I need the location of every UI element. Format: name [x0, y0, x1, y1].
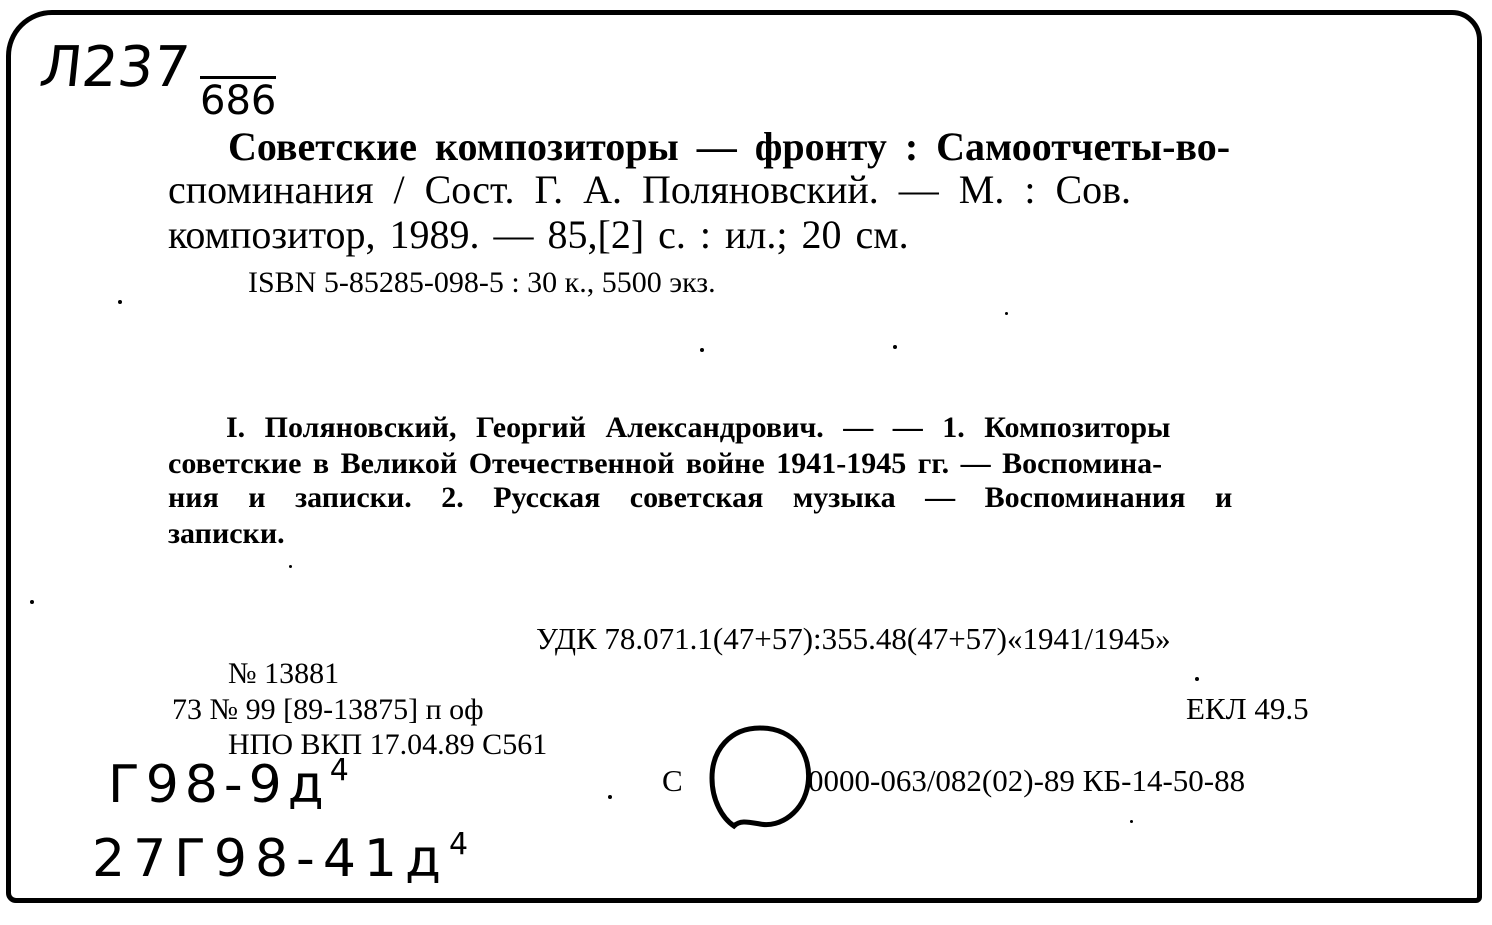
handwritten-shelfmark-sub: 686 — [200, 78, 277, 124]
handwritten-note-1-sup: 4 — [329, 753, 355, 788]
handwritten-note-2 — [92, 827, 477, 889]
scan-speck — [1195, 677, 1199, 681]
card-number: № 13881 — [228, 657, 340, 690]
scan-speck — [1005, 312, 1008, 315]
isbn-line: ISBN 5-85285-098-5 : 30 к., 5500 экз. — [248, 266, 716, 299]
subject-line-4: записки. — [168, 517, 285, 550]
scan-speck — [893, 345, 897, 349]
code-prefix: С — [662, 763, 683, 798]
udk-line: УДК 78.071.1(47+57):355.48(47+57)«1941/1945» — [536, 621, 1171, 656]
handwritten-note-2-sup: 4 — [448, 827, 477, 862]
scan-speck — [700, 348, 704, 352]
title-line-3: композитор, 1989. — 85,[2] с. : ил.; 20 см. — [168, 212, 909, 257]
order-line: 73 № 99 [89-13875] п оф — [172, 693, 484, 726]
npo-line: НПО ВКП 17.04.89 С561 — [228, 728, 548, 761]
scan-speck — [289, 565, 292, 568]
scan-speck — [608, 795, 612, 799]
subject-line-2: советские в Великой Отечественной войне 1941-1945 гг. — Воспомина- — [168, 447, 1163, 480]
code-suffix: 0000-063/082(02)-89 КБ-14-50-88 — [808, 763, 1246, 798]
title-line-2: споминания / Сост. Г. А. Поляновский. — М. : Сов. — [168, 167, 1132, 212]
title-line-1 — [228, 124, 1336, 169]
scan-speck — [30, 600, 34, 604]
hand-drawn-circle — [700, 720, 820, 840]
handwritten-note-1 — [108, 753, 355, 815]
ekl-code: ЕКЛ 49.5 — [1186, 691, 1309, 726]
handwritten-note-1-text: Г98-9д — [108, 755, 330, 815]
scan-speck — [1130, 820, 1133, 823]
scan-speck — [118, 300, 122, 304]
title-line-1-text: Советские композиторы — фронту : Самоотчеты-во- — [228, 124, 1231, 169]
subject-line-3: ния и записки. 2. Русская советская музыка — Воспоминания и — [168, 481, 1233, 514]
handwritten-shelfmark: Л237 — [36, 35, 193, 100]
subject-line-1: I. Поляновский, Георгий Александрович. — — 1. Композиторы — [226, 411, 1171, 444]
handwritten-note-2-text: 27Г98-41д — [92, 829, 449, 889]
